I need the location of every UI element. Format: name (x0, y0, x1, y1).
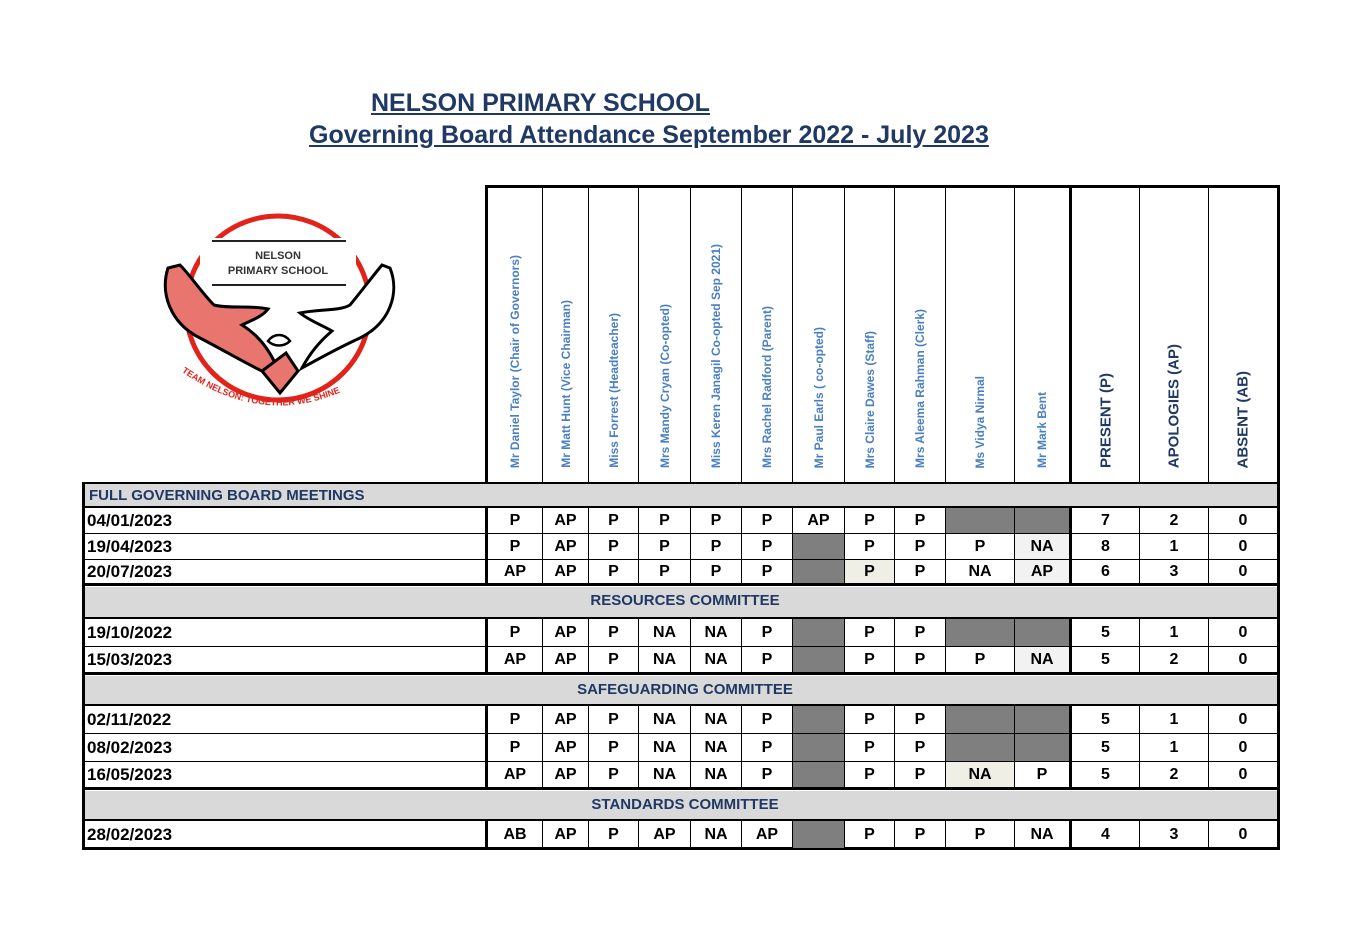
attendance-cell: P (894, 821, 945, 848)
attendance-subtitle: Governing Board Attendance September 2022 - July 2023 (309, 121, 989, 149)
attendance-cell: P (1014, 762, 1069, 787)
attendance-cell: AP (542, 734, 588, 761)
column-header (1208, 185, 1277, 482)
governor-name-label: Mr Paul Earls ( co-opted) (811, 326, 826, 468)
attendance-cell: AP (542, 534, 588, 559)
column-header (1139, 185, 1208, 482)
attendance-cell: P (945, 821, 1014, 848)
attendance-cell: P (741, 706, 792, 733)
table-row (85, 821, 1277, 849)
attendance-cell: P (894, 619, 945, 646)
attendance-cell: NA (690, 734, 741, 761)
school-logo (150, 213, 410, 428)
attendance-cell: NA (690, 647, 741, 672)
total-cell: 7 (1069, 508, 1139, 533)
attendance-cell: NA (638, 706, 690, 733)
attendance-cell: P (945, 647, 1014, 672)
table-row (85, 508, 1277, 534)
section-header (85, 676, 1277, 706)
attendance-cell: P (588, 619, 638, 646)
attendance-cell: P (844, 508, 894, 533)
column-header (690, 185, 741, 482)
meeting-date: 19/10/2022 (87, 622, 173, 642)
total-cell: 5 (1069, 619, 1139, 646)
table-row (85, 762, 1277, 790)
attendance-cell (792, 821, 844, 848)
attendance-cell: NA (638, 647, 690, 672)
attendance-cell: P (690, 508, 741, 533)
attendance-table (82, 482, 1280, 850)
total-cell: 2 (1139, 762, 1208, 787)
attendance-cell (945, 706, 1014, 733)
attendance-cell: AP (542, 821, 588, 848)
total-cell: 0 (1208, 647, 1277, 672)
governor-name-label: Ms Vidya Nirmal (973, 375, 987, 468)
attendance-cell (1014, 508, 1069, 533)
attendance-cell: NA (638, 762, 690, 787)
attendance-cell: P (741, 560, 792, 583)
attendance-cell: P (741, 619, 792, 646)
attendance-cell: P (690, 560, 741, 583)
total-cell: 5 (1069, 706, 1139, 733)
column-header (542, 185, 588, 482)
attendance-cell: NA (1014, 821, 1069, 848)
attendance-cell: P (485, 706, 542, 733)
meeting-date: 28/02/2023 (87, 824, 173, 844)
column-header (638, 185, 690, 482)
attendance-cell: AP (542, 706, 588, 733)
attendance-cell: P (638, 560, 690, 583)
total-cell: 0 (1208, 762, 1277, 787)
attendance-cell: NA (1014, 647, 1069, 672)
attendance-cell: P (894, 706, 945, 733)
total-cell: 1 (1139, 734, 1208, 761)
governor-name-label: Mrs Claire Dawes (Staff) (862, 330, 877, 468)
attendance-cell: P (945, 534, 1014, 559)
attendance-cell: P (638, 508, 690, 533)
attendance-cell (1014, 619, 1069, 646)
section-header (85, 484, 1277, 508)
attendance-cell: P (844, 534, 894, 559)
governor-name-label: Miss Forrest (Headteacher) (606, 313, 621, 468)
attendance-cell: P (485, 734, 542, 761)
column-header (1069, 185, 1139, 482)
total-cell: 0 (1208, 508, 1277, 533)
attendance-cell (792, 560, 844, 583)
total-cell: 5 (1069, 734, 1139, 761)
attendance-cell: P (844, 762, 894, 787)
attendance-cell: AP (485, 647, 542, 672)
attendance-cell: NA (638, 619, 690, 646)
total-cell: 2 (1139, 508, 1208, 533)
column-header (741, 185, 792, 482)
logo-line1: NELSON (255, 250, 301, 262)
attendance-cell: P (588, 560, 638, 583)
attendance-cell: AP (792, 508, 844, 533)
attendance-cell: P (588, 706, 638, 733)
total-cell: 2 (1139, 647, 1208, 672)
total-cell: 5 (1069, 647, 1139, 672)
attendance-cell (792, 647, 844, 672)
attendance-cell (945, 734, 1014, 761)
attendance-cell: P (844, 821, 894, 848)
governor-name-label: Mrs Mandy Cryan (Co-opted) (657, 303, 672, 468)
attendance-cell: P (588, 534, 638, 559)
attendance-cell: NA (945, 762, 1014, 787)
table-row (85, 734, 1277, 762)
total-cell: 4 (1069, 821, 1139, 848)
governor-name-label: Mrs Aleema Rahman (Clerk) (913, 309, 927, 468)
column-header (792, 185, 844, 482)
attendance-cell: P (588, 734, 638, 761)
governor-name-label: Mr Mark Bent (1035, 391, 1049, 468)
summary-column-label: ABSENT (AB) (1234, 370, 1252, 468)
attendance-cell: P (844, 560, 894, 583)
attendance-cell (792, 619, 844, 646)
total-cell: 0 (1208, 619, 1277, 646)
school-title: NELSON PRIMARY SCHOOL (371, 89, 710, 117)
attendance-cell: NA (690, 619, 741, 646)
total-cell: 0 (1208, 560, 1277, 583)
total-cell: 3 (1139, 821, 1208, 848)
attendance-cell (1014, 734, 1069, 761)
section-label: RESOURCES COMMITTEE (590, 592, 780, 609)
total-cell: 0 (1208, 821, 1277, 848)
attendance-cell (792, 762, 844, 787)
total-cell: 5 (1069, 762, 1139, 787)
attendance-cell: NA (638, 734, 690, 761)
attendance-cell: NA (690, 821, 741, 848)
governor-name-label: Mr Matt Hunt (Vice Chairman) (558, 300, 573, 468)
total-cell: 8 (1069, 534, 1139, 559)
attendance-cell: AP (741, 821, 792, 848)
attendance-cell: P (741, 534, 792, 559)
attendance-cell: P (741, 762, 792, 787)
attendance-cell: P (485, 534, 542, 559)
section-label: FULL GOVERNING BOARD MEETINGS (89, 487, 365, 504)
attendance-cell: P (588, 508, 638, 533)
attendance-cell: P (894, 647, 945, 672)
attendance-cell: NA (1014, 534, 1069, 559)
meeting-date: 04/01/2023 (87, 510, 173, 530)
meeting-date: 15/03/2023 (87, 649, 173, 669)
attendance-cell (945, 508, 1014, 533)
total-cell: 1 (1139, 706, 1208, 733)
attendance-cell: AP (1014, 560, 1069, 583)
section-header (85, 791, 1277, 821)
attendance-cell: NA (690, 762, 741, 787)
logo-motto: TEAM NELSON: TOGETHER WE SHINE (180, 365, 342, 408)
summary-column-label: PRESENT (P) (1097, 372, 1114, 468)
attendance-cell: P (844, 619, 894, 646)
section-label: STANDARDS COMMITTEE (591, 796, 779, 813)
attendance-cell: P (741, 734, 792, 761)
attendance-cell: P (894, 508, 945, 533)
attendance-cell (792, 734, 844, 761)
attendance-cell: P (638, 534, 690, 559)
section-header (85, 587, 1277, 619)
column-header (844, 185, 894, 482)
attendance-cell: P (844, 734, 894, 761)
column-header (894, 185, 945, 482)
meeting-date: 16/05/2023 (87, 764, 173, 784)
attendance-cell (1014, 706, 1069, 733)
column-header (945, 185, 1014, 482)
total-cell: 6 (1069, 560, 1139, 583)
meeting-date: 19/04/2023 (87, 536, 173, 556)
attendance-cell: NA (945, 560, 1014, 583)
attendance-cell: P (741, 647, 792, 672)
total-cell: 0 (1208, 534, 1277, 559)
table-row (85, 706, 1277, 734)
column-header (588, 185, 638, 482)
attendance-cell: AP (542, 762, 588, 787)
attendance-cell: P (588, 762, 638, 787)
attendance-cell: P (741, 508, 792, 533)
table-row (85, 534, 1277, 560)
total-cell: 0 (1208, 706, 1277, 733)
table-row (85, 647, 1277, 675)
attendance-cell: P (588, 821, 638, 848)
attendance-cell: P (894, 560, 945, 583)
attendance-cell: AP (485, 560, 542, 583)
summary-column-label: APOLOGIES (AP) (1165, 343, 1183, 468)
attendance-cell: P (844, 647, 894, 672)
attendance-cell: AB (485, 821, 542, 848)
column-header (485, 185, 542, 482)
total-cell: 1 (1139, 534, 1208, 559)
total-cell: 1 (1139, 619, 1208, 646)
section-label: SAFEGUARDING COMMITTEE (577, 681, 793, 698)
attendance-cell: P (588, 647, 638, 672)
attendance-cell: AP (542, 560, 588, 583)
attendance-cell: P (690, 534, 741, 559)
governor-name-label: Miss Keren Janagil Co-opted Sep 2021) (709, 243, 723, 468)
attendance-cell: P (485, 508, 542, 533)
column-header (1014, 185, 1069, 482)
meeting-date: 20/07/2023 (87, 561, 173, 581)
attendance-cell: AP (542, 619, 588, 646)
attendance-cell: P (894, 534, 945, 559)
governor-name-label: Mrs Rachel Radford (Parent) (760, 305, 774, 468)
attendance-cell (945, 619, 1014, 646)
attendance-cell: P (894, 734, 945, 761)
attendance-cell: NA (690, 706, 741, 733)
attendance-cell: AP (638, 821, 690, 848)
attendance-cell (792, 706, 844, 733)
meeting-date: 08/02/2023 (87, 737, 173, 757)
table-row (85, 560, 1277, 586)
attendance-cell: P (485, 619, 542, 646)
attendance-cell: AP (542, 647, 588, 672)
logo-line2: PRIMARY SCHOOL (227, 265, 329, 277)
meeting-date: 02/11/2022 (87, 709, 172, 729)
table-row (85, 619, 1277, 647)
attendance-cell (792, 534, 844, 559)
total-cell: 3 (1139, 560, 1208, 583)
attendance-cell: AP (542, 508, 588, 533)
attendance-cell: P (844, 706, 894, 733)
total-cell: 0 (1208, 734, 1277, 761)
attendance-cell: P (894, 762, 945, 787)
attendance-cell: AP (485, 762, 542, 787)
governor-name-label: Mr Daniel Taylor (Chair of Governors) (508, 254, 522, 468)
